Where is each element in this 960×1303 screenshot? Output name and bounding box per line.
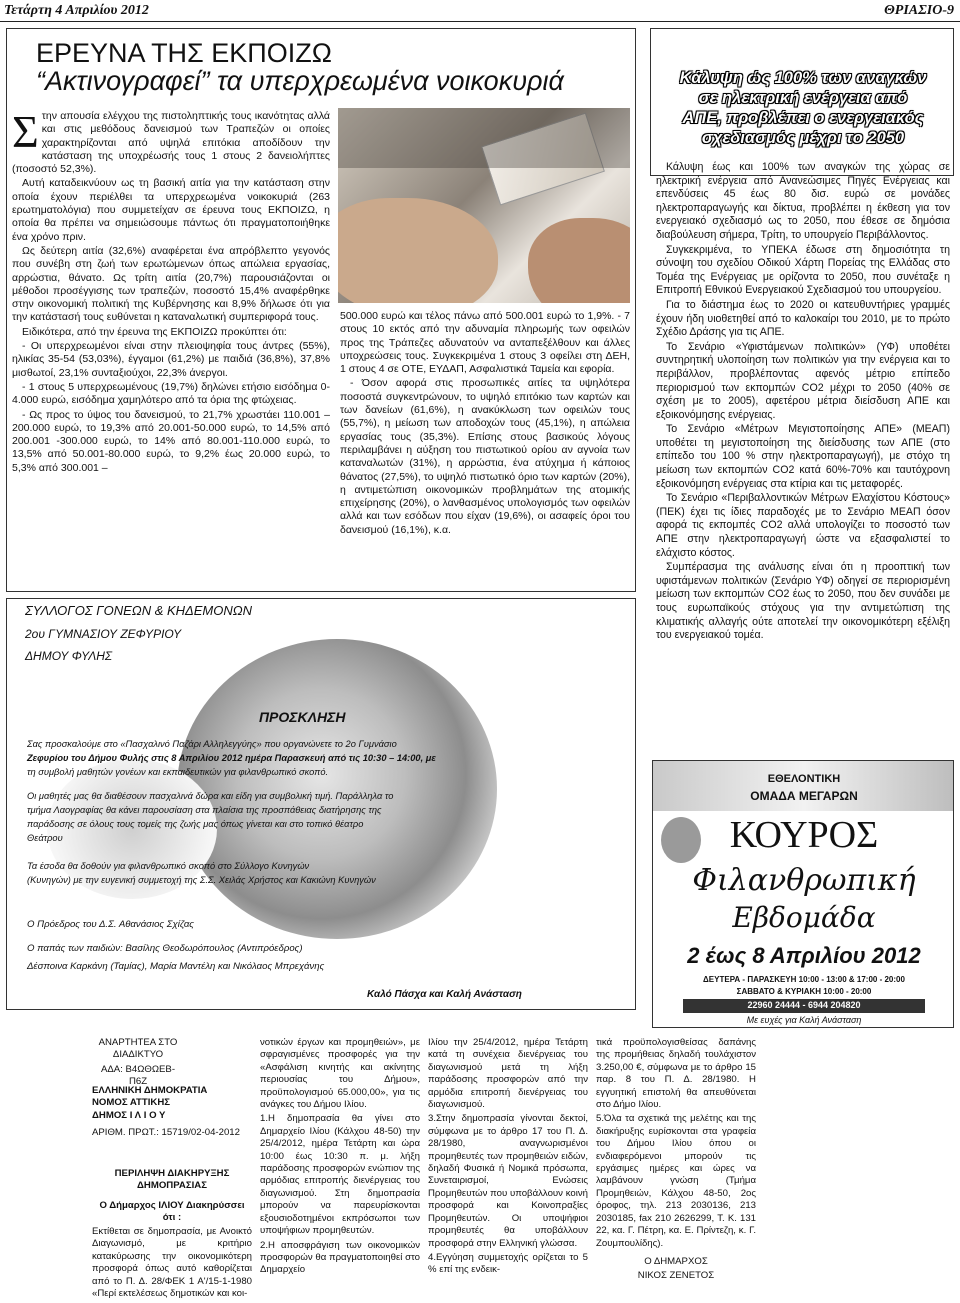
notice-line: Ιλίου την 25/4/2012, ημέρα Τετάρτη κατά τη συνέχεια διενέργειας του διαγωνισμού μετά τη λήξη παράδοσης προσφορών από την αρμόδια επιτροπή διενέργειας του διαγωνισμού. [428, 1037, 588, 1111]
hand-shape [528, 218, 630, 303]
notice-mayor-declares [92, 1200, 252, 1227]
article-para: την απουσία ελέγχου της πιστοληπτικής τους ικανότητας αλλά και στις μεθόδους δανεισμού των Τραπεζών οι οποίες χαρακτηρίζονται από υψηλά επιτόκια αποδίδουν την κατάσταση της υποχρέωσής τους 1 στους 2 δανειολήπτες (ποσοστό 52,3%). [12, 110, 330, 176]
poster-line: Θεάτρου [27, 833, 63, 843]
notice-line: 1.Η δημοπρασία θα γίνει στο Δημαρχείο Ιλίου (Κάλχου 48-50) την 25/4/2012, ημέρα Τετάρτη και ώρα 10:00 έως 10:30 π. μ. λήξη παράδοσης προσφορών ενώπιον της αρμόδιας επιτροπής διενέργειας του διαγωνισμού. Στη δημοπρασία μπορούν να παρευρίσκονται εξουσιοδοτημένοι εκπρόσωποι των υποψήφιων προμηθευτών. [260, 1113, 420, 1237]
notice-line: τικά προϋπολογισθείσας δαπάνης της προμήθειας δηλαδή τουλάχιστον 3.250,00 €, σύμφωνα με το άρθρο 15 παρ. 8 του Π. Δ. 28/1980. Η εγγυητική επιστολή θα απευθύνεται στο Δήμο Ιλίου. [596, 1037, 756, 1111]
notice-line: ΠΕΡΙΛΗΨΗ ΔΙΑΚΗΡΥΞΗΣ ΔΗΜΟΠΡΑΣΙΑΣ [114, 1168, 230, 1192]
poster-line: τμήμα Λαογραφίας θα κάνει παρουσίαση στα πλαίσια της προσπάθειας διατήρησης της [27, 805, 382, 815]
kouros-charity-advert [652, 760, 954, 1028]
article-column-1 [12, 106, 330, 476]
article-para: - Ως προς το ύψος του δανεισμού, το 21,7% χρωστάει 110.001 – 200.000 ευρώ, το 19,3% από 20.001-50.000 ευρώ, το 14,5% από 200.001 -300.000 ευρώ, το 14% από 80.001-110.000 ευρώ, το 13,5% από 50.001-80.000 ευρώ, το 9,2% έως 20.000 ευρώ, το 5,3% από 300.001 – [12, 408, 330, 474]
photo-shadow [338, 108, 630, 168]
energy-para: Συμπέρασμα της ανάλυσης είναι ότι η προοπτική των υφιστάμενων πολιτικών (Σενάριο ΥΦ) οδηγεί σε περιορισμένη μείωση των εκπομπών CO2 έως το 2050, που δεν συνάδει με τους ευρωπαϊκούς στόχους για την αντιμετώπιση της κλιματικής αλλαγής ούτε αποτελεί την οικονομικότερη εξέλιξη του ενεργειακού τομέα. [656, 561, 950, 642]
notice-line: Ο Δήμαρχος ΙΛΙΟΥ Διακηρύσσει ότι : [99, 1200, 245, 1224]
notice-column-1 [92, 1037, 184, 1091]
page-label: ΘΡΙΑΣΙΟ-9 [884, 3, 954, 18]
advert-name: ΚΟΥΡΟΣ [729, 814, 879, 856]
advert-dates: 2 έως 8 Απριλίου 2012 [687, 943, 921, 968]
poster-line: (Κυνηγών) με την ευγενική συμμετοχή της Σ.Σ. Χειλάς Χρήστος και Κακιώνη Κυνηγών [27, 875, 376, 885]
notice-authority [92, 1085, 252, 1122]
energy-body [656, 161, 950, 644]
advert-hours-weekdays: ΔΕΥΤΕΡΑ - ΠΑΡΑΣΚΕΥΗ 10:00 - 13:00 & 17:00 - 20:00 [703, 975, 905, 984]
banner-line: σε ηλεκτρική ενέργεια από [698, 89, 908, 107]
page-header [0, 0, 960, 22]
energy-para: Το Σενάριο «Μέτρων Μεγιστοποίησης ΑΠΕ» (ΜΕΑΠ) υποθέτει τη μεγιστοποίηση της διείσδυσης των ΑΠΕ (στο επίπεδο του 100 % στην ηλεκτροπαραγωγή), με στόχο τη μείωση των εκπομπών CO2 κατά 60%-70% και ταυτόχρονη εξοικονόμηση ενέργειας στα κτίρια και τις μεταφορές. [656, 423, 950, 490]
article-title: ΕΡΕΥΝΑ ΤΗΣ ΕΚΠΟΙΖΩ [36, 38, 332, 68]
issue-date: Τετάρτη 4 Απριλίου 2012 [4, 3, 149, 18]
poster-municipality: ΔΗΜΟΥ ΦΥΛΗΣ [25, 649, 113, 663]
notice-line: ΑΝΑΡΤΗΤΕΑ ΣΤΟ ΔΙΑΔΙΚΤΥΟ [98, 1037, 178, 1061]
notice-line: 2.Η αποσφράγιση των οικονομικών προσφορών θα πραγματοποιηθεί στο Δημαρχείο [260, 1239, 420, 1276]
article-para: Αυτή καταδεικνύουν ως τη βασική αιτία για την κατάσταση στην οποία έχουν περιέλθει τα υπερχρεωμένα νοικοκυριά (263 ερωτηματολόγια) που συμμετείχαν σε έρευνα τους ΕΚΠΟΙΖΩ, η οποία θα πρέπει να σημειώσουμε πάντως ότι πραγματοποιήθηκε ένα χρόνο πριν. [12, 177, 330, 243]
poster-line: τη συμβολή μαθητών γονέων και εκπαιδευτικών για φιλανθρωπικό σκοπό. [27, 767, 329, 777]
notice-signatory-title: Ο ΔΗΜΑΡΧΟΣ [644, 1255, 708, 1267]
poster-line: Ζεφυρίου του Δήμου Φυλής στις 8 Απριλίου 2012 ημέρα Παρασκευή από τις 10:30 – 14:00, με [27, 753, 436, 763]
poster-line: Οι μαθητές μας θα διαθέσουν πασχαλινά δώρα και είδη για συμβολική τιμή. Παράλληλα το [27, 791, 394, 801]
poster-line: Σας προσκαλούμε στο «Πασχαλινό Παζάρι Αλληλεγγύης» που οργανώνετε το 2ο Γυμνάσιο [27, 739, 397, 749]
energy-para: Για το διάστημα έως το 2020 οι κατευθυντήριες γραμμές έχουν ήδη υιοθετηθεί από το καλοκαίρι του 2010, με το πρώτο Σχέδιο Δράσης για τις ΑΠΕ. [656, 298, 950, 339]
notice-column-4 [596, 1037, 756, 1285]
notice-line: ΑΔΑ: Β4ΩΘΩΕΒ-Π6Ζ [100, 1063, 176, 1088]
poster-members: Δέσποινα Καρκάνη (Ταμίας), Μαρία Μαντέλη και Νικόλαος Μπρεχάνης [27, 961, 325, 972]
poster-vice: Ο παπάς των παιδιών: Βασίλης Θεοδωρόπουλος (Αντιπρόεδρος) [27, 943, 303, 954]
energy-para: Συγκεκριμένα, το ΥΠΕΚΑ έδωσε στη δημοσιότητα τη σύνοψη του σχεδίου Οδικού Χάρτη Πορείας της Ελλάδας στο Τομέα της Ενέργειας με ορίζοντα το 2050, που συνέταξε η Επιτροπή Εθνικού Ενεργειακού Σχεδιασμού του υπουργείου. [656, 243, 950, 297]
notice-line: 3.Στην δημοπρασία γίνονται δεκτοί, σύμφωνα με το άρθρο 17 του Π. Δ. 28/1980, αναγνωρισμένοι προμηθευτές των προμηθειών ειδών, δηλαδή Φυσικά ή Νομικά πρόσωπα, Συνεταιρισμοί, Ενώσεις Προμηθευτών που υποβάλλουν κοινή προσφορά και Κοινοπραξίες Προμηθευτών. Οι υποψήφιοι προμηθευτές θα υποβάλλουν προσφορά στην Ελληνική γλώσσα. [428, 1113, 588, 1249]
notice-line: ΝΟΜΟΣ ΑΤΤΙΚΗΣ [92, 1097, 171, 1109]
article-subtitle: “Ακτινογραφεί” τα υπερχρεωμένα νοικοκυριά [36, 66, 564, 96]
poster-line: παράδοσης σε όλους τους τομείς της ζωής μας όπως γίνεται και στο τοπικό θέατρο [27, 819, 364, 829]
article-para: 500.000 ευρώ και τέλος πάνω από 500.001 ευρώ το 1,9%. - 7 στους 10 εκτός από την αδυναμία πληρωμής των οφειλών προς της Τράπεζες αδυνατούν να ανταπεξέλθουν και άλλες υποχρεώσεις τους. Συγκεκριμένα 1 στους 3 οφείλει στη ΔΕΗ, 1 στους 4 σε ΟΤΕ, ΕΥΔΑΠ, Ασφαλιστικά Ταμεία και εφορία. [340, 310, 630, 376]
drop-cap: Σ [12, 106, 39, 157]
article-para: - 1 στους 5 υπερχρεωμένους (19,7%) δηλώνει ετήσιο εισόδημα 0-4.000 ευρώ, εισόδημα χαμηλότερο από τα όρια της φτώχειας. [12, 380, 330, 407]
energy-para: Κάλυψη έως και 100% των αναγκών της χώρας σε ηλεκτρική ενέργεια από Ανανεώσιμες Πηγές Ενέργειας και επενδύσεις 45 έως 80 δισ. ευρώ σε μονάδες ηλεκτροπαραγωγής και δίκτυα, προβλέπει η έκθεση για τον ενεργειακό σχεδιασμό ως το 2050, που έθεσε σε δημόσια διαβούλευση σήμερα, Τρίτη, το υπουργείο Περιβάλλοντος. [656, 161, 950, 241]
advert-hours-weekend: ΣΑΒΒΑΤΟ & ΚΥΡΙΑΚΗ 10:00 - 20:00 [736, 987, 872, 996]
bazaar-invitation-poster [6, 598, 636, 1010]
poster-line: Τα έσοδα θα δοθούν για φιλανθρωπικό σκοπό στο Σύλλογο Κυνηγών [27, 861, 310, 871]
poster-invite-heading: ΠΡΟΣΚΛΗΣΗ [259, 709, 346, 725]
advert-script2: Εβδομάδα [732, 901, 876, 934]
advert-footer: Με ευχές για Καλή Ανάσταση [746, 1015, 862, 1025]
banner-line: ΑΠΕ, προβλέπει ο ενεργειακός [682, 109, 924, 127]
article-column-2 [340, 310, 630, 538]
notice-line: νοτικών έργων και προμηθειών», με σφραγισμένες προσφορές για την «Ασφάλιση κινητής και ακίνητης περιουσίας του Δήμου», προϋπολογισμού 65.000,00», για τις ανάγκες του Δήμου Ιλίου. [260, 1037, 420, 1111]
notice-body-1 [92, 1226, 252, 1302]
poster-org: ΣΥΛΛΟΓΟΣ ΓΟΝΕΩΝ & ΚΗΔΕΜΟΝΩΝ [25, 603, 253, 618]
advert-line2: ΟΜΑΔΑ ΜΕΓΑΡΩΝ [750, 789, 858, 803]
money-handover-photo [338, 108, 630, 303]
notice-line: 4.Εγγύηση συμμετοχής ορίζεται το 5 % επί της ενδεικ- [428, 1251, 588, 1276]
rose-illustration [177, 639, 497, 939]
article-para: Ειδικότερα, από την έρευνα της ΕΚΠΟΙΖΩ προκύπτει ότι: [22, 325, 287, 338]
poster-president: Ο Πρόεδρος του Δ.Σ. Αθανάσιος Σχίζας [27, 919, 194, 930]
notice-line: Εκτίθεται σε δημοπρασία, με Ανοικτό Διαγωνισμό, με κριτήριο κατακύρωσης την οικονομικότερη προσφορά όπως αυτό καθορίζεται από το Π. Δ. 28/ΦΕΚ 1 Α'/15-1-1980 «Περί εκτελέσεως δημοτικών και κοι- [92, 1226, 252, 1300]
energy-headline-banner [650, 28, 954, 176]
poster-school: 2ου ΓΥΜΝΑΣΙΟΥ ΖΕΦΥΡΙΟΥ [25, 627, 182, 641]
article-para: - Οι υπερχρεωμένοι είναι στην πλειοψηφία τους άντρες (55%), ηλικίας 35-54 (53,03%), έγγαμοι (61,2%) με παιδιά (36,8%), 37,8% μισθωτοί, 23,1% συνταξιούχοι, 22,3% άνεργοι. [12, 340, 330, 379]
notice-line: ΔΗΜΟΣ Ι Λ Ι Ο Υ [92, 1109, 166, 1121]
energy-para: Το Σενάριο «Περιβαλλοντικών Μέτρων Ελαχίστου Κόστους» (ΠΕΚ) έχει τις ίδιες παραδοχές με το Σενάριο ΜΕΑΠ όσον αφορά τις εκπομπές CO2 αλλά υπολογίζει το ποσοστό των ΑΠΕ στην ηλεκτροπαραγωγή ώστε να εξασφαλιστεί το ελάχιστο κόστος. [656, 492, 950, 559]
notice-column-2 [260, 1037, 420, 1279]
energy-para: Το Σενάριο «Υφιστάμενων πολιτικών» (ΥΦ) υποθέτει συντηρητική υλοποίηση των πολιτικών για την ενέργεια και το περιβάλλον, προβλέποντας αφενός μέτριο επίπεδο περιορισμού των εκπομπών CO2 μέχρι το 2050 (40% σε σχέση με το 2005), αφετέρου μέτρια διείσδυση ΑΠΕ και εξοικονόμησης ενέργειας. [656, 340, 950, 421]
poster-wishes: Καλό Πάσχα και Καλή Ανάσταση [367, 989, 522, 1000]
advert-top-band [653, 761, 954, 811]
article-para: Ως δεύτερη αιτία (32,6%) αναφέρεται ένα απρόβλεπτο γεγονός που συνέβη στη ζωή των ερωτώμενων όπως απώλεια εργασίας, αρρώστια, θάνατο. Ως τρίτη αιτία (20,7%) παρουσιάζονται οι μέθοδοι προσέγγισης των τραπεζών, ποσοστό 15,4% αναφέρθηκε στην οικονομική πολιτική της Κυβέρνησης και 8,9% δήλωσε ότι για την κατάστασή τους ευθύνεται η καταναλωτική συμπεριφορά τους. [12, 244, 330, 324]
advert-script1: Φιλανθρωπική [692, 863, 916, 898]
notice-heading [92, 1168, 252, 1195]
notice-column-3 [428, 1037, 588, 1279]
banner-line: Κάλυψη ώς 100% των αναγκών [679, 69, 927, 87]
notice-protocol [92, 1127, 252, 1141]
notice-line: 5.Όλα τα σχετικά της μελέτης και της διακήρυξης ευρίσκονται στα γραφεία του Δήμου Ιλίου όπου οι ενδιαφερόμενοι μπορούν τις εργάσιμες ημέρες και ώρες να λαμβάνουν γνώση (Τμήμα Προμηθειών, Κάλχου 48-50, 2ος όροφος, τηλ. 213 2030136, 213 2030185, fax 210 2626299, Τ. Κ. 131 22, κα. Γ. Πέτρη, κα. Ε. Πρίντεζη, κ. Γ. Ζουμπουλίδης). [596, 1113, 756, 1249]
advert-line1: ΕΘΕΛΟΝΤΙΚΗ [767, 773, 841, 785]
article-para: - Όσον αφορά στις προσωπικές αιτίες τα υψηλότερα ποσοστά συγκεντρώνουν, το υψηλό επιτόκιο των καρτών και των δανείων (61,6%), η ανακύκλωση των οφειλών τους (55,7%), η μείωση των αποδοχών τους (45,1%), η απώλεια εργασίας τους (35,3%). Επίσης στους βασικούς λόγους περιλαμβάνει η αύξηση του πιστωτικού ορίου αν αγνοία των καταναλωτών (31%), η αρρώστια, ένα ατύχημα ή κάποιος θάνατος (27,5%), το υψηλό πιστωτικό όριο των καρτών (20%), η αντιμετώπιση οικονομικών προβλημάτων της ατομικής επιχείρησης (20%), ο λανθασμένος υπολογισμός των οφειλών αλλά και των εσόδων που είχαν (19,6%), οι ασαφείς όροι του δανεισμού (16,1%), κ.α. [340, 377, 630, 536]
hand-shape [338, 198, 498, 303]
advert-phone: 22960 24444 - 6944 204820 [747, 1000, 861, 1010]
notice-line: ΑΡΙΘΜ. ΠΡΩΤ.: 15719/02-04-2012 [92, 1127, 240, 1138]
notice-signatory-name: ΝΙΚΟΣ ΖΕΝΕΤΟΣ [637, 1270, 715, 1282]
notice-line: ΕΛΛΗΝΙΚΗ ΔΗΜΟΚΡΑΤΙΑ [92, 1085, 208, 1096]
banner-line: σχεδιασμός μέχρι το 2050 [701, 129, 905, 147]
